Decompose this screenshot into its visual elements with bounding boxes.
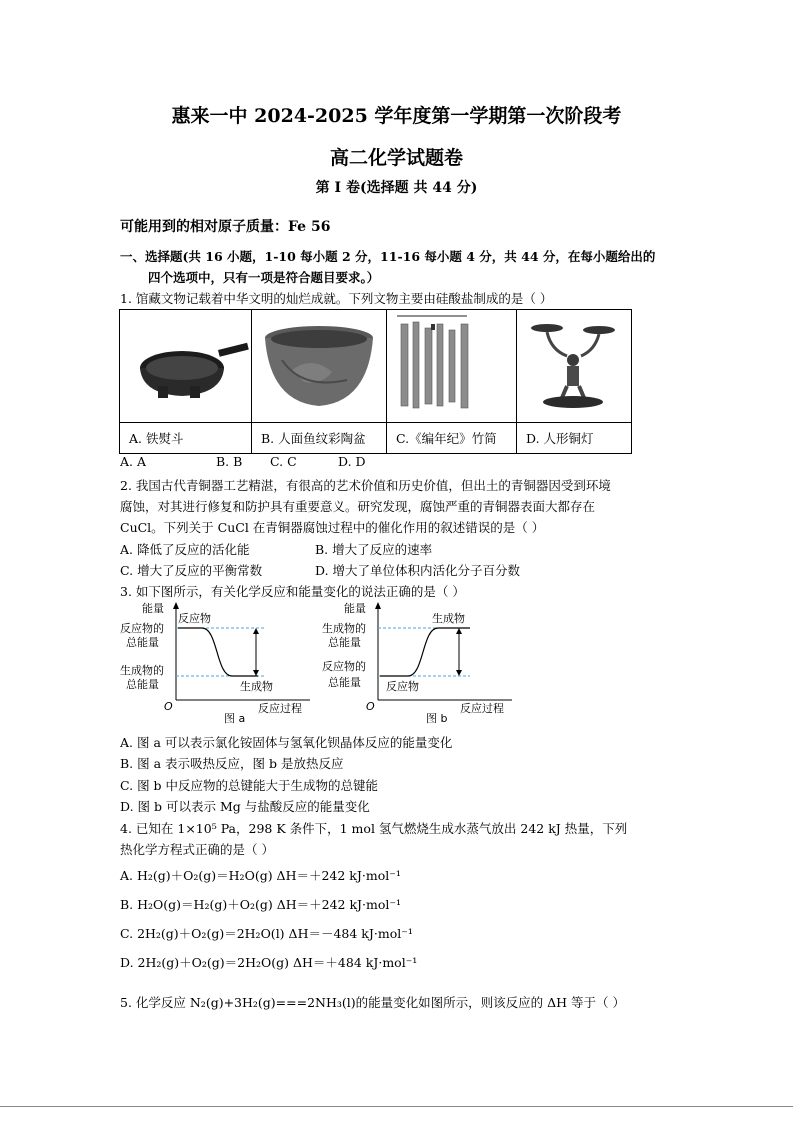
q2-option-b: B. 增大了反应的速率 <box>315 542 433 557</box>
energy-diagram-b <box>320 600 520 728</box>
fig-a-upper-line2: 总能量 <box>126 636 159 649</box>
q2-option-c: C. 增大了反应的平衡常数 <box>120 563 263 578</box>
fig-a-lower-line2: 总能量 <box>126 678 159 691</box>
fig-b-top-label: 生成物 <box>432 612 465 625</box>
artifact-c-caption: C.《编年纪》竹简 <box>387 423 517 454</box>
fig-b-y-axis: 能量 <box>344 602 366 615</box>
artifact-d-image <box>517 310 632 423</box>
q1-option-a: A. A <box>120 454 147 469</box>
q1-artifact-table <box>119 309 632 454</box>
fig-a-lower-line1: 生成物的 <box>120 664 164 677</box>
q3-option-a: A. 图 a 可以表示氯化铵固体与氢氧化钡晶体反应的能量变化 <box>120 735 453 750</box>
q1-stem: 1. 馆藏文物记载着中华文明的灿烂成就。下列文物主要由硅酸盐制成的是（ ） <box>120 291 553 306</box>
fig-a-x-axis: 反应过程 <box>258 702 302 715</box>
fig-a-origin: O <box>164 700 173 713</box>
iron-iron-image <box>120 310 251 418</box>
q2-line2: 腐蚀，对其进行修复和防护具有重要意义。研究发现，腐蚀严重的青铜器表面大都存在 <box>120 499 596 514</box>
bronze-figure-lamp-image <box>517 310 631 418</box>
q2-option-a: A. 降低了反应的活化能 <box>120 542 250 557</box>
fig-b-lower-line2: 总能量 <box>328 676 361 689</box>
energy-diagram-a <box>118 600 318 728</box>
q2-option-d: D. 增大了单位体积内活化分子百分数 <box>315 563 521 578</box>
q1-option-d: D. D <box>338 454 366 469</box>
artifact-b-image <box>252 310 387 423</box>
q3-stem: 3. 如下图所示，有关化学反应和能量变化的说法正确的是（ ） <box>120 584 465 599</box>
fig-b-x-axis: 反应过程 <box>460 702 504 715</box>
section-title: 第 I 卷(选择题 共 44 分) <box>315 180 478 196</box>
page-bottom-divider <box>0 1106 793 1107</box>
artifact-a-caption: A. 铁熨斗 <box>120 423 252 454</box>
q5-stem: 5. 化学反应 N₂(g)+3H₂(g)===2NH₃(l)的能量变化如图所示，则该反应的 ΔH 等于（ ） <box>120 995 625 1010</box>
q1-option-c: C. C <box>270 454 297 469</box>
fig-b-lower-line1: 反应物的 <box>322 660 366 673</box>
fig-b-caption: 图 b <box>426 712 448 725</box>
fig-a-upper-line1: 反应物的 <box>120 622 164 635</box>
q4-line1: 4. 已知在 1×10⁵ Pa，298 K 条件下，1 mol 氢气燃烧生成水蒸气放出 242 kJ 热量，下列 <box>120 821 628 836</box>
fig-a-y-axis: 能量 <box>142 602 164 615</box>
q4-line2: 热化学方程式正确的是（ ） <box>120 842 274 857</box>
q3-option-d: D. 图 b 可以表示 Mg 与盐酸反应的能量变化 <box>120 799 370 814</box>
fig-b-upper-line1: 生成物的 <box>322 622 366 635</box>
q2-line3: CuCl。下列关于 CuCl 在青铜器腐蚀过程中的催化作用的叙述错误的是（ ） <box>120 520 545 535</box>
atomic-mass-note: 可能用到的相对原子质量：Fe 56 <box>120 219 331 235</box>
q4-option-a: A. H₂(g)＋O₂(g)＝H₂O(g) ΔH＝＋242 kJ·mol⁻¹ <box>120 868 401 883</box>
q1-option-b: B. B <box>216 454 243 469</box>
fig-b-origin: O <box>366 700 375 713</box>
artifact-b-caption: B. 人面鱼纹彩陶盆 <box>252 423 387 454</box>
q4-option-d: D. 2H₂(g)＋O₂(g)＝2H₂O(g) ΔH＝＋484 kJ·mol⁻¹ <box>120 955 418 970</box>
artifact-c-image <box>387 310 517 423</box>
fig-a-caption: 图 a <box>224 712 246 725</box>
fig-b-upper-line2: 总能量 <box>328 636 361 649</box>
artifact-d-caption: D. 人形铜灯 <box>517 423 632 454</box>
q3-option-c: C. 图 b 中反应物的总键能大于生成物的总键能 <box>120 778 379 793</box>
pottery-basin-image <box>252 310 386 418</box>
artifact-a-image <box>120 310 252 423</box>
fig-a-top-label: 反应物 <box>178 612 211 625</box>
q4-option-b: B. H₂O(g)＝H₂(g)＋O₂(g) ΔH＝＋242 kJ·mol⁻¹ <box>120 897 402 912</box>
exam-title: 惠来一中 2024-2025 学年度第一学期第一次阶段考 <box>171 105 622 127</box>
q4-option-c: C. 2H₂(g)＋O₂(g)＝2H₂O(l) ΔH＝－484 kJ·mol⁻¹ <box>120 926 413 941</box>
part1-heading-line1: 一、选择题(共 16 小题，1-10 每小题 2 分，11-16 每小题 4 分，共 44 分，在每小题给出的 <box>120 249 656 264</box>
fig-a-bottom-label: 生成物 <box>240 680 273 693</box>
exam-subtitle: 高二化学试题卷 <box>329 147 463 169</box>
part1-heading-line2: 四个选项中，只有一项是符合题目要求。） <box>148 270 380 285</box>
bamboo-slips-image <box>387 310 516 418</box>
q3-option-b: B. 图 a 表示吸热反应，图 b 是放热反应 <box>120 756 344 771</box>
q2-line1: 2. 我国古代青铜器工艺精湛，有很高的艺术价值和历史价值，但出土的青铜器因受到环境 <box>120 478 611 493</box>
fig-b-bottom-label: 反应物 <box>386 680 419 693</box>
